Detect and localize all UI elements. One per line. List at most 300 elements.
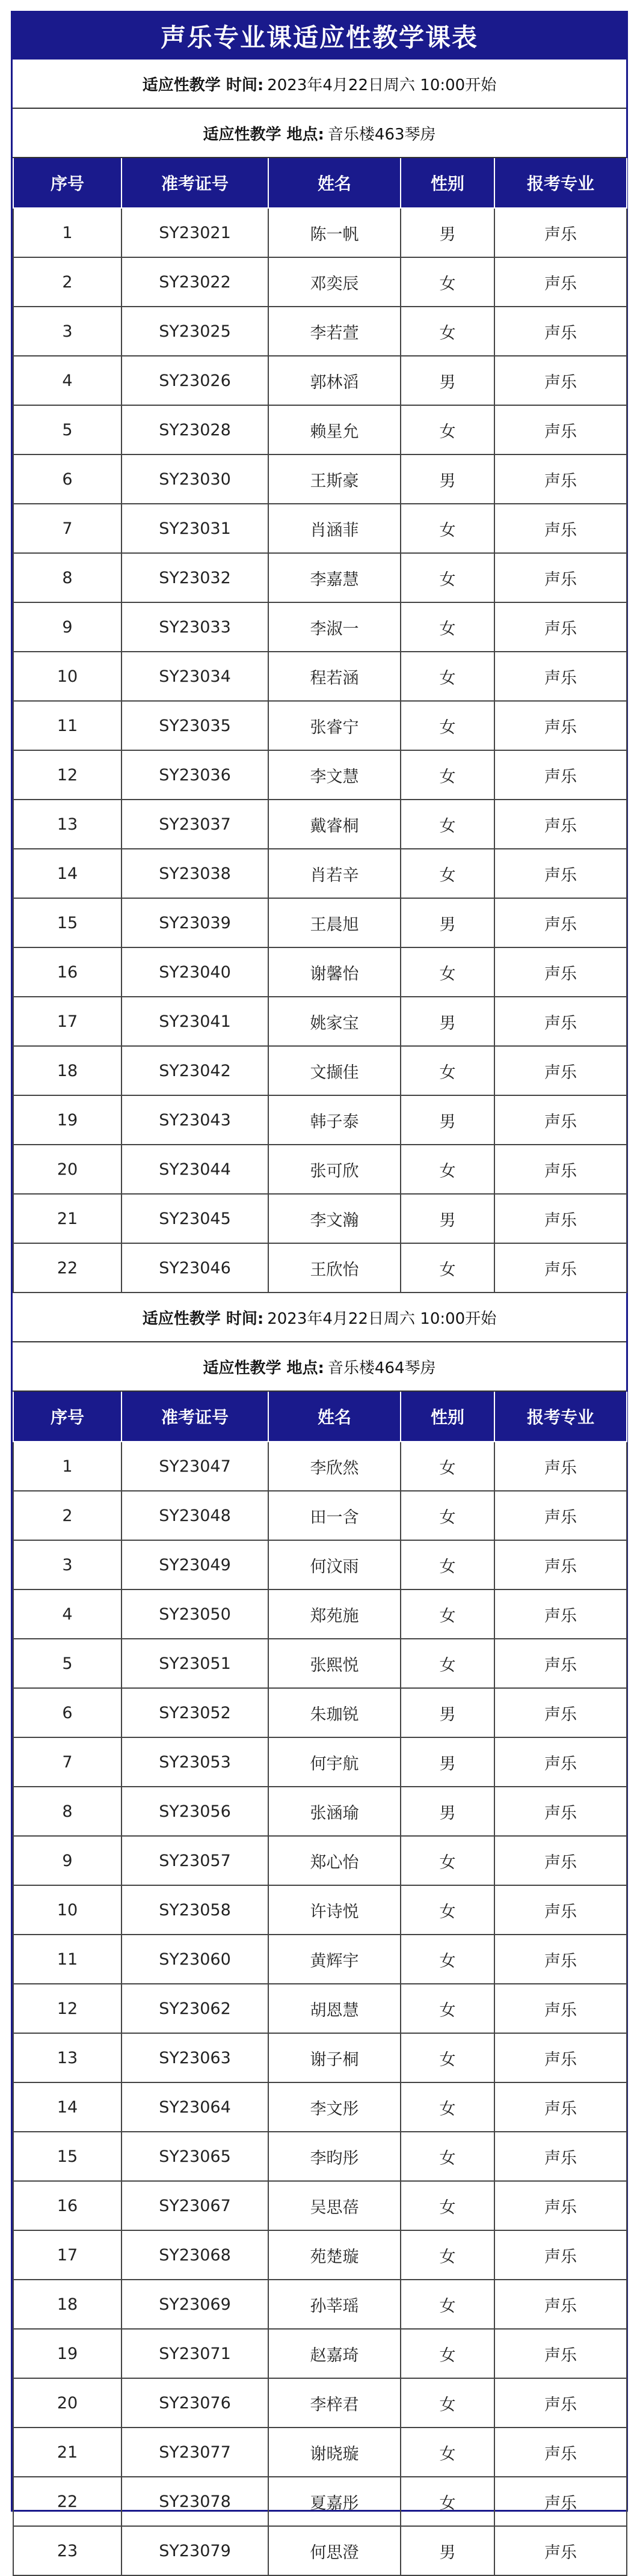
seq-cell: 6 — [13, 1688, 122, 1737]
exam-id-cell: SY23041 — [122, 997, 268, 1046]
major-cell: 声乐 — [494, 1984, 627, 2033]
name-cell: 郭林滔 — [268, 356, 401, 405]
gender-cell: 女 — [401, 800, 494, 849]
exam-id-cell: SY23022 — [122, 257, 268, 307]
gender-cell: 女 — [401, 1984, 494, 2033]
gender-cell: 女 — [401, 2428, 494, 2477]
seq-cell: 3 — [13, 307, 122, 356]
major-cell: 声乐 — [494, 1836, 627, 1885]
major-cell: 声乐 — [494, 602, 627, 652]
major-cell: 声乐 — [494, 898, 627, 947]
gender-cell: 女 — [401, 307, 494, 356]
gender-cell: 男 — [401, 997, 494, 1046]
major-cell: 声乐 — [494, 1688, 627, 1737]
seq-cell: 19 — [13, 2329, 122, 2378]
schedule-frame — [11, 11, 628, 2562]
table-row — [13, 1046, 627, 1095]
table-row — [13, 2033, 627, 2082]
place-label: 适应性教学 地点: — [203, 125, 324, 144]
major-cell: 声乐 — [494, 2132, 627, 2181]
major-cell: 声乐 — [494, 2181, 627, 2230]
name-cell: 赖星允 — [268, 405, 401, 454]
seq-cell: 18 — [13, 2280, 122, 2329]
seq-cell: 17 — [13, 997, 122, 1046]
gender-cell: 女 — [401, 1639, 494, 1688]
major-cell: 声乐 — [494, 652, 627, 701]
exam-id-cell: SY23077 — [122, 2428, 268, 2477]
gender-cell: 女 — [401, 1442, 494, 1491]
gender-cell: 女 — [401, 2378, 494, 2428]
table-row — [13, 553, 627, 602]
seq-cell: 16 — [13, 2181, 122, 2230]
name-cell: 程若涵 — [268, 652, 401, 701]
table-row — [13, 356, 627, 405]
name-cell: 姚家宝 — [268, 997, 401, 1046]
exam-id-cell: SY23039 — [122, 898, 268, 947]
exam-id-cell: SY23028 — [122, 405, 268, 454]
table-row — [13, 2181, 627, 2230]
major-cell: 声乐 — [494, 208, 627, 257]
exam-id-cell: SY23048 — [122, 1491, 268, 1540]
seq-cell: 11 — [13, 701, 122, 750]
seq-cell: 9 — [13, 602, 122, 652]
table-row — [13, 2378, 627, 2428]
gender-cell: 女 — [401, 1589, 494, 1639]
exam-id-cell: SY23042 — [122, 1046, 268, 1095]
seq-cell: 2 — [13, 1491, 122, 1540]
exam-id-cell: SY23069 — [122, 2280, 268, 2329]
seq-cell: 7 — [13, 1737, 122, 1787]
major-cell: 声乐 — [494, 257, 627, 307]
major-cell: 声乐 — [494, 2329, 627, 2378]
table-row — [13, 2082, 627, 2132]
table-row — [13, 2329, 627, 2378]
exam-id-cell: SY23065 — [122, 2132, 268, 2181]
name-cell: 邓奕辰 — [268, 257, 401, 307]
exam-id-cell: SY23031 — [122, 504, 268, 553]
seq-cell: 22 — [13, 1243, 122, 1293]
major-cell: 声乐 — [494, 1145, 627, 1194]
name-cell: 李文瀚 — [268, 1194, 401, 1243]
exam-id-cell: SY23067 — [122, 2181, 268, 2230]
exam-id-cell: SY23036 — [122, 750, 268, 800]
table-row — [13, 1885, 627, 1935]
major-cell: 声乐 — [494, 2230, 627, 2280]
name-cell: 胡恩慧 — [268, 1984, 401, 2033]
exam-id-cell: SY23071 — [122, 2329, 268, 2378]
name-cell: 张睿宁 — [268, 701, 401, 750]
exam-id-cell: SY23030 — [122, 454, 268, 504]
seq-cell: 17 — [13, 2230, 122, 2280]
gender-cell: 女 — [401, 2477, 494, 2526]
table-header-row — [13, 1392, 627, 1442]
gender-cell: 男 — [401, 454, 494, 504]
place-value: 音乐楼464琴房 — [327, 1359, 436, 1377]
major-cell: 声乐 — [494, 1046, 627, 1095]
table-row — [13, 1737, 627, 1787]
name-cell: 黄辉宇 — [268, 1935, 401, 1984]
major-cell: 声乐 — [494, 2428, 627, 2477]
major-cell: 声乐 — [494, 454, 627, 504]
table-row — [13, 1836, 627, 1885]
time-value: 2023年4月22日周六 10:00开始 — [267, 1309, 497, 1328]
seq-cell: 1 — [13, 1442, 122, 1491]
gender-cell: 女 — [401, 1540, 494, 1589]
gender-cell: 男 — [401, 208, 494, 257]
name-cell: 朱珈锐 — [268, 1688, 401, 1737]
gender-cell: 女 — [401, 849, 494, 898]
table-row — [13, 849, 627, 898]
schedule-group — [13, 60, 626, 1293]
seq-cell: 3 — [13, 1540, 122, 1589]
major-cell: 声乐 — [494, 504, 627, 553]
gender-cell: 男 — [401, 1688, 494, 1737]
gender-cell: 女 — [401, 750, 494, 800]
seq-cell: 1 — [13, 208, 122, 257]
major-cell: 声乐 — [494, 1787, 627, 1836]
name-cell: 陈一帆 — [268, 208, 401, 257]
schedule-group — [13, 1293, 626, 2576]
major-cell: 声乐 — [494, 750, 627, 800]
seq-cell: 15 — [13, 2132, 122, 2181]
table-row — [13, 1540, 627, 1589]
seq-cell: 21 — [13, 1194, 122, 1243]
table-row — [13, 1095, 627, 1145]
seq-cell: 5 — [13, 405, 122, 454]
exam-id-cell: SY23045 — [122, 1194, 268, 1243]
table-row — [13, 208, 627, 257]
name-cell: 何思澄 — [268, 2526, 401, 2575]
seq-cell: 10 — [13, 652, 122, 701]
exam-id-cell: SY23044 — [122, 1145, 268, 1194]
name-cell: 吴思蓓 — [268, 2181, 401, 2230]
table-row — [13, 1984, 627, 2033]
name-cell: 夏嘉彤 — [268, 2477, 401, 2526]
name-cell: 李文彤 — [268, 2082, 401, 2132]
table-row — [13, 257, 627, 307]
seq-cell: 20 — [13, 2378, 122, 2428]
seq-cell: 15 — [13, 898, 122, 947]
gender-cell: 男 — [401, 1095, 494, 1145]
gender-cell: 男 — [401, 356, 494, 405]
seq-cell: 23 — [13, 2526, 122, 2575]
name-cell: 李文慧 — [268, 750, 401, 800]
column-header: 报考专业 — [494, 158, 627, 208]
gender-cell: 女 — [401, 2132, 494, 2181]
major-cell: 声乐 — [494, 2526, 627, 2575]
gender-cell: 女 — [401, 405, 494, 454]
name-cell: 文撷佳 — [268, 1046, 401, 1095]
exam-id-cell: SY23049 — [122, 1540, 268, 1589]
name-cell: 戴睿桐 — [268, 800, 401, 849]
name-cell: 郑苑施 — [268, 1589, 401, 1639]
exam-id-cell: SY23021 — [122, 208, 268, 257]
name-cell: 李欣然 — [268, 1442, 401, 1491]
major-cell: 声乐 — [494, 947, 627, 997]
table-row — [13, 1442, 627, 1491]
table-row — [13, 701, 627, 750]
seq-cell: 10 — [13, 1885, 122, 1935]
name-cell: 肖若辛 — [268, 849, 401, 898]
name-cell: 肖涵菲 — [268, 504, 401, 553]
column-header: 性别 — [401, 158, 494, 208]
gender-cell: 女 — [401, 553, 494, 602]
table-row — [13, 1491, 627, 1540]
table-row — [13, 2526, 627, 2575]
seq-cell: 14 — [13, 849, 122, 898]
column-header: 准考证号 — [122, 158, 268, 208]
table-row — [13, 2132, 627, 2181]
exam-id-cell: SY23078 — [122, 2477, 268, 2526]
student-table — [13, 158, 627, 1293]
exam-id-cell: SY23063 — [122, 2033, 268, 2082]
table-row — [13, 800, 627, 849]
seq-cell: 11 — [13, 1935, 122, 1984]
table-row — [13, 1243, 627, 1293]
table-row — [13, 1145, 627, 1194]
name-cell: 何汶雨 — [268, 1540, 401, 1589]
table-row — [13, 602, 627, 652]
exam-id-cell: SY23043 — [122, 1095, 268, 1145]
table-row — [13, 2230, 627, 2280]
seq-cell: 12 — [13, 750, 122, 800]
exam-id-cell: SY23056 — [122, 1787, 268, 1836]
gender-cell: 男 — [401, 2526, 494, 2575]
major-cell: 声乐 — [494, 2477, 627, 2526]
column-header: 性别 — [401, 1392, 494, 1442]
exam-id-cell: SY23068 — [122, 2230, 268, 2280]
name-cell: 孙莘瑶 — [268, 2280, 401, 2329]
table-row — [13, 504, 627, 553]
major-cell: 声乐 — [494, 1885, 627, 1935]
name-cell: 赵嘉琦 — [268, 2329, 401, 2378]
column-header: 序号 — [13, 1392, 122, 1442]
name-cell: 李昀彤 — [268, 2132, 401, 2181]
gender-cell: 女 — [401, 1046, 494, 1095]
gender-cell: 女 — [401, 1885, 494, 1935]
name-cell: 郑心怡 — [268, 1836, 401, 1885]
exam-id-cell: SY23040 — [122, 947, 268, 997]
seq-cell: 20 — [13, 1145, 122, 1194]
exam-id-cell: SY23047 — [122, 1442, 268, 1491]
gender-cell: 女 — [401, 602, 494, 652]
seq-cell: 14 — [13, 2082, 122, 2132]
seq-cell: 9 — [13, 1836, 122, 1885]
seq-cell: 2 — [13, 257, 122, 307]
seq-cell: 7 — [13, 504, 122, 553]
gender-cell: 男 — [401, 1737, 494, 1787]
name-cell: 韩子泰 — [268, 1095, 401, 1145]
seq-cell: 13 — [13, 2033, 122, 2082]
exam-id-cell: SY23052 — [122, 1688, 268, 1737]
major-cell: 声乐 — [494, 1442, 627, 1491]
gender-cell: 女 — [401, 652, 494, 701]
major-cell: 声乐 — [494, 2378, 627, 2428]
time-info — [13, 60, 626, 109]
table-row — [13, 750, 627, 800]
page-title: 声乐专业课适应性教学课表 — [13, 13, 626, 60]
name-cell: 张熙悦 — [268, 1639, 401, 1688]
gender-cell: 男 — [401, 1194, 494, 1243]
column-header: 准考证号 — [122, 1392, 268, 1442]
major-cell: 声乐 — [494, 997, 627, 1046]
major-cell: 声乐 — [494, 1194, 627, 1243]
student-table — [13, 1392, 627, 2576]
exam-id-cell: SY23062 — [122, 1984, 268, 2033]
seq-cell: 4 — [13, 1589, 122, 1639]
table-row — [13, 1194, 627, 1243]
table-row — [13, 2280, 627, 2329]
name-cell: 王欣怡 — [268, 1243, 401, 1293]
name-cell: 许诗悦 — [268, 1885, 401, 1935]
time-label: 适应性教学 时间: — [142, 76, 264, 94]
seq-cell: 8 — [13, 553, 122, 602]
table-row — [13, 2428, 627, 2477]
seq-cell: 21 — [13, 2428, 122, 2477]
exam-id-cell: SY23037 — [122, 800, 268, 849]
gender-cell: 女 — [401, 701, 494, 750]
name-cell: 张可欣 — [268, 1145, 401, 1194]
name-cell: 李嘉慧 — [268, 553, 401, 602]
table-row — [13, 2477, 627, 2526]
name-cell: 谢馨怡 — [268, 947, 401, 997]
place-info — [13, 109, 626, 158]
gender-cell: 女 — [401, 2329, 494, 2378]
name-cell: 田一含 — [268, 1491, 401, 1540]
table-row — [13, 405, 627, 454]
column-header: 姓名 — [268, 1392, 401, 1442]
gender-cell: 女 — [401, 1935, 494, 1984]
table-row — [13, 997, 627, 1046]
exam-id-cell: SY23033 — [122, 602, 268, 652]
exam-id-cell: SY23057 — [122, 1836, 268, 1885]
major-cell: 声乐 — [494, 2082, 627, 2132]
table-row — [13, 1935, 627, 1984]
gender-cell: 女 — [401, 504, 494, 553]
name-cell: 苑楚璇 — [268, 2230, 401, 2280]
major-cell: 声乐 — [494, 1589, 627, 1639]
major-cell: 声乐 — [494, 356, 627, 405]
exam-id-cell: SY23060 — [122, 1935, 268, 1984]
name-cell: 谢晓璇 — [268, 2428, 401, 2477]
exam-id-cell: SY23046 — [122, 1243, 268, 1293]
column-header: 姓名 — [268, 158, 401, 208]
name-cell: 何宇航 — [268, 1737, 401, 1787]
exam-id-cell: SY23034 — [122, 652, 268, 701]
name-cell: 王晨旭 — [268, 898, 401, 947]
seq-cell: 5 — [13, 1639, 122, 1688]
table-row — [13, 947, 627, 997]
time-value: 2023年4月22日周六 10:00开始 — [267, 76, 497, 94]
gender-cell: 女 — [401, 2082, 494, 2132]
exam-id-cell: SY23079 — [122, 2526, 268, 2575]
table-row — [13, 1589, 627, 1639]
table-row — [13, 1787, 627, 1836]
seq-cell: 22 — [13, 2477, 122, 2526]
exam-id-cell: SY23038 — [122, 849, 268, 898]
name-cell: 谢子桐 — [268, 2033, 401, 2082]
name-cell: 李梓君 — [268, 2378, 401, 2428]
table-header-row — [13, 158, 627, 208]
major-cell: 声乐 — [494, 1639, 627, 1688]
seq-cell: 8 — [13, 1787, 122, 1836]
seq-cell: 18 — [13, 1046, 122, 1095]
column-header: 报考专业 — [494, 1392, 627, 1442]
exam-id-cell: SY23064 — [122, 2082, 268, 2132]
major-cell: 声乐 — [494, 701, 627, 750]
seq-cell: 13 — [13, 800, 122, 849]
seq-cell: 4 — [13, 356, 122, 405]
exam-id-cell: SY23025 — [122, 307, 268, 356]
gender-cell: 女 — [401, 1491, 494, 1540]
exam-id-cell: SY23035 — [122, 701, 268, 750]
seq-cell: 19 — [13, 1095, 122, 1145]
name-cell: 李若萱 — [268, 307, 401, 356]
table-row — [13, 1639, 627, 1688]
major-cell: 声乐 — [494, 1935, 627, 1984]
time-label: 适应性教学 时间: — [142, 1309, 264, 1328]
seq-cell: 16 — [13, 947, 122, 997]
major-cell: 声乐 — [494, 553, 627, 602]
gender-cell: 女 — [401, 2280, 494, 2329]
gender-cell: 女 — [401, 2181, 494, 2230]
major-cell: 声乐 — [494, 307, 627, 356]
gender-cell: 女 — [401, 2230, 494, 2280]
column-header: 序号 — [13, 158, 122, 208]
exam-id-cell: SY23076 — [122, 2378, 268, 2428]
major-cell: 声乐 — [494, 800, 627, 849]
exam-id-cell: SY23053 — [122, 1737, 268, 1787]
major-cell: 声乐 — [494, 1491, 627, 1540]
gender-cell: 女 — [401, 1836, 494, 1885]
seq-cell: 6 — [13, 454, 122, 504]
major-cell: 声乐 — [494, 849, 627, 898]
table-row — [13, 652, 627, 701]
table-row — [13, 307, 627, 356]
gender-cell: 男 — [401, 898, 494, 947]
major-cell: 声乐 — [494, 2033, 627, 2082]
exam-id-cell: SY23051 — [122, 1639, 268, 1688]
exam-id-cell: SY23032 — [122, 553, 268, 602]
gender-cell: 女 — [401, 2033, 494, 2082]
major-cell: 声乐 — [494, 1737, 627, 1787]
name-cell: 李淑一 — [268, 602, 401, 652]
major-cell: 声乐 — [494, 1243, 627, 1293]
name-cell: 王斯豪 — [268, 454, 401, 504]
major-cell: 声乐 — [494, 2280, 627, 2329]
schedule-groups — [13, 60, 626, 2576]
time-info — [13, 1293, 626, 1342]
exam-id-cell: SY23026 — [122, 356, 268, 405]
exam-id-cell: SY23058 — [122, 1885, 268, 1935]
table-row — [13, 454, 627, 504]
place-info — [13, 1342, 626, 1392]
exam-id-cell: SY23050 — [122, 1589, 268, 1639]
name-cell: 张涵瑜 — [268, 1787, 401, 1836]
seq-cell: 12 — [13, 1984, 122, 2033]
gender-cell: 女 — [401, 257, 494, 307]
gender-cell: 女 — [401, 1243, 494, 1293]
gender-cell: 女 — [401, 1145, 494, 1194]
major-cell: 声乐 — [494, 1540, 627, 1589]
major-cell: 声乐 — [494, 1095, 627, 1145]
major-cell: 声乐 — [494, 405, 627, 454]
table-row — [13, 1688, 627, 1737]
gender-cell: 女 — [401, 947, 494, 997]
table-row — [13, 898, 627, 947]
gender-cell: 男 — [401, 1787, 494, 1836]
place-value: 音乐楼463琴房 — [327, 125, 436, 144]
